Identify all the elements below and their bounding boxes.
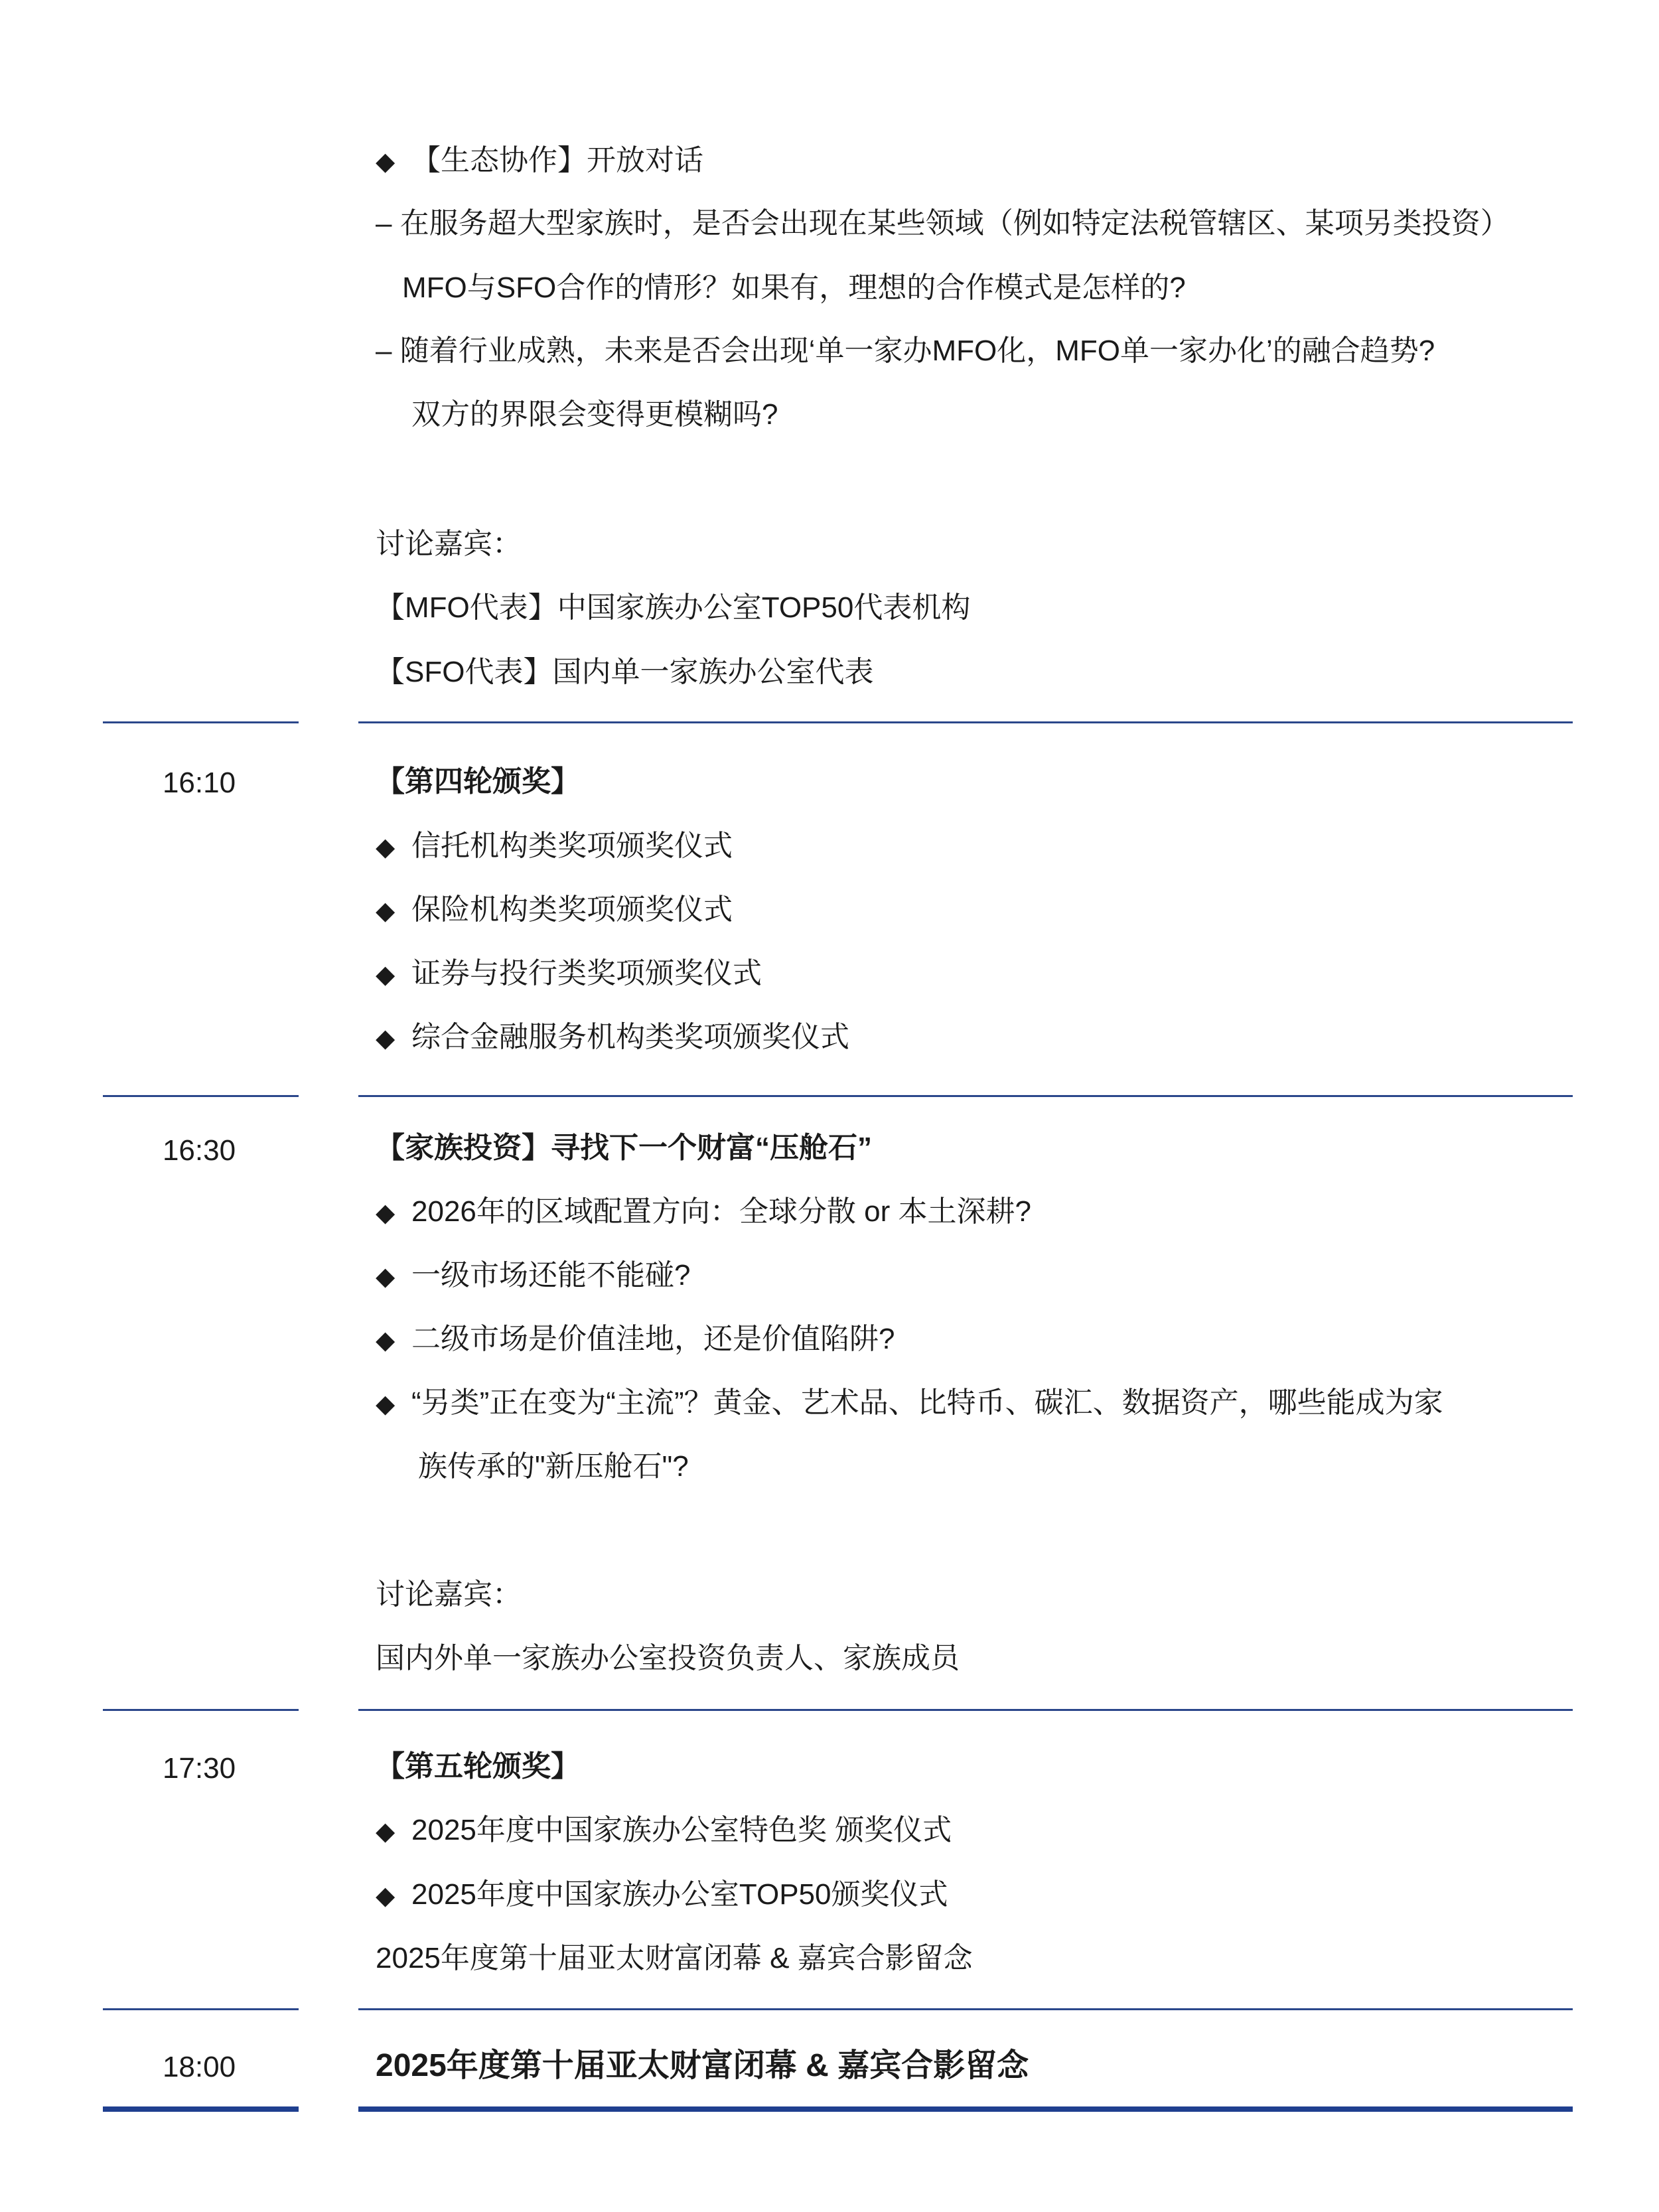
bottom-rule-left — [103, 2106, 299, 2112]
diamond-bullet-icon: ◆ — [376, 1327, 396, 1355]
diamond-bullet-icon: ◆ — [376, 1199, 396, 1227]
divider-left — [103, 2008, 299, 2010]
round5-closing-line: 2025年度第十届亚太财富闭幕 & 嘉宾合影留念 — [376, 1942, 973, 1974]
investment-item: ◆ 2026年的区域配置方向：全球分散 or 本土深耕? — [376, 1192, 1031, 1233]
dialogue-question-1-line-2: MFO与SFO合作的情形？如果有，理想的合作模式是怎样的? — [402, 271, 1186, 304]
investment-guests: 国内外单一家族办公室投资负责人、家族成员 — [376, 1642, 960, 1674]
divider-left — [103, 721, 299, 723]
bottom-rule-right — [358, 2106, 1573, 2112]
round5-item: ◆ 2025年度中国家族办公室TOP50颁奖仪式 — [376, 1875, 948, 1916]
divider-left — [103, 1095, 299, 1097]
investment-item: ◆ “另类”正在变为“主流”？黄金、艺术品、比特币、碳汇、数据资产，哪些能成为家 — [376, 1383, 1443, 1424]
dialogue-guests-label: 讨论嘉宾： — [376, 528, 522, 560]
divider-left — [103, 1709, 299, 1711]
diamond-bullet-icon: ◆ — [376, 1263, 396, 1291]
diamond-bullet-icon: ◆ — [376, 1818, 396, 1846]
diamond-bullet-icon: ◆ — [376, 1390, 396, 1418]
diamond-bullet-icon: ◆ — [376, 834, 396, 861]
round4-item: ◆ 保险机构类奖项颁奖仪式 — [376, 890, 733, 931]
dialogue-guest-sfo: 【SFO代表】国内单一家族办公室代表 — [376, 656, 874, 688]
dialogue-question-2-line-1: – 随着行业成熟，未来是否会出现‘单一家办MFO化，MFO单一家办化’的融合趋势? — [376, 334, 1435, 367]
dialogue-question-1-line-1: – 在服务超大型家族时，是否会出现在某些领域（例如特定法税管辖区、某项另类投资） — [376, 207, 1510, 240]
round5-title: 【第五轮颁奖】 — [376, 1750, 580, 1783]
dialogue-question-2-line-2: 双方的界限会变得更模糊吗? — [411, 398, 778, 431]
dialogue-guest-mfo: 【MFO代表】中国家族办公室TOP50代表机构 — [376, 591, 971, 624]
investment-item: ◆ 二级市场是价值洼地，还是价值陷阱? — [376, 1319, 895, 1361]
diamond-bullet-icon: ◆ — [376, 897, 396, 925]
round4-item: ◆ 证券与投行类奖项颁奖仪式 — [376, 954, 762, 995]
time-round5: 17:30 — [162, 1752, 236, 1785]
closing-title: 2025年度第十届亚太财富闭幕 & 嘉宾合影留念 — [376, 2048, 1029, 2083]
dialogue-heading: ◆ 【生态协作】开放对话 — [376, 141, 703, 182]
diamond-bullet-icon: ◆ — [376, 1025, 396, 1053]
divider-right — [358, 2008, 1573, 2010]
diamond-bullet-icon: ◆ — [376, 961, 396, 989]
round4-item: ◆ 信托机构类奖项颁奖仪式 — [376, 826, 733, 867]
time-investment: 16:30 — [162, 1134, 236, 1167]
investment-item-continuation: 族传承的"新压舱石"? — [418, 1450, 689, 1483]
time-round4: 16:10 — [162, 767, 236, 799]
round4-item: ◆ 综合金融服务机构类奖项颁奖仪式 — [376, 1017, 849, 1059]
diamond-bullet-icon: ◆ — [376, 148, 396, 176]
investment-title: 【家族投资】寻找下一个财富“压舱石” — [376, 1132, 872, 1164]
time-closing: 18:00 — [162, 2051, 236, 2083]
divider-right — [358, 1709, 1573, 1711]
divider-right — [358, 1095, 1573, 1097]
divider-right — [358, 721, 1573, 723]
investment-guests-label: 讨论嘉宾： — [376, 1578, 522, 1611]
round5-item: ◆ 2025年度中国家族办公室特色奖 颁奖仪式 — [376, 1810, 952, 1852]
investment-item: ◆ 一级市场还能不能碰? — [376, 1256, 690, 1297]
diamond-bullet-icon: ◆ — [376, 1882, 396, 1910]
round4-title: 【第四轮颁奖】 — [376, 765, 580, 798]
